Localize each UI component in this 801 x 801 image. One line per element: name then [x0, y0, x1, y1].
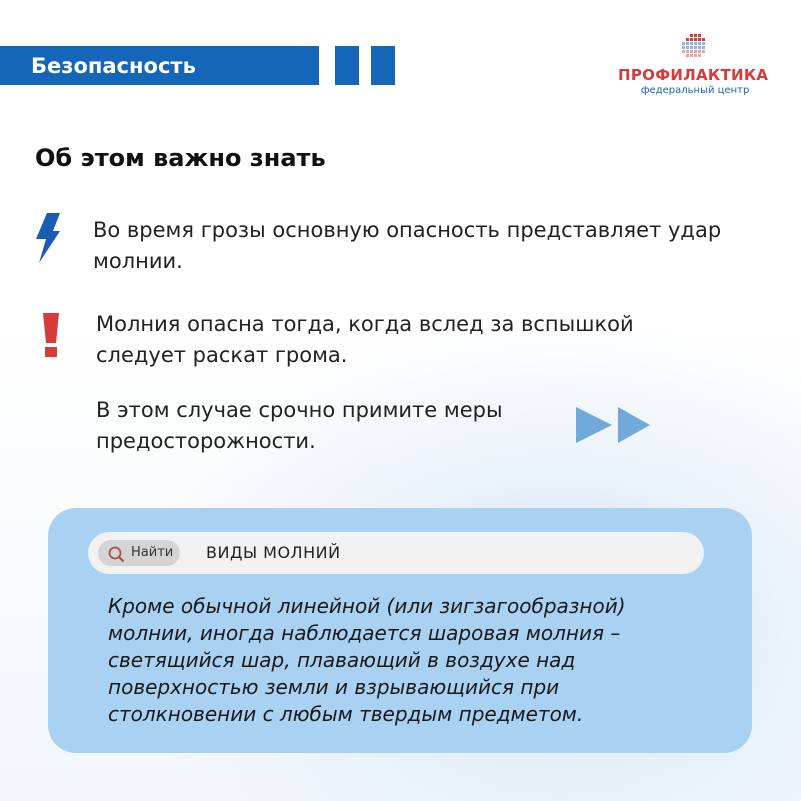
info-text: В этом случае срочно примите меры предосторожности. [96, 398, 503, 453]
info-text: Во время грозы основную опасность представляет удар молнии. [93, 218, 722, 273]
section-label: Безопасность [31, 54, 196, 78]
lightning-icon [33, 213, 63, 263]
page-title: Об этом важно знать [35, 144, 326, 172]
exclamation-icon [41, 313, 61, 357]
search-query[interactable]: ВИДЫ МОЛНИЙ [206, 543, 341, 562]
card-text: Кроме обычной линейной (или зигзагообразной) молнии, иногда наблюдается шаровая молния – светящийся шар, плавающий в воздухе над поверхностью земли и взрывающийся при столкновении с любым твердым предметом. [108, 594, 626, 726]
header-decor-block [371, 46, 395, 85]
logo-grid-icon [676, 34, 710, 62]
search-button[interactable] [98, 540, 180, 566]
logo-name: ПРОФИЛАКТИКА [618, 66, 769, 84]
info-card [48, 508, 752, 753]
search-icon [107, 545, 125, 563]
section-header-bar [0, 46, 319, 85]
logo [618, 34, 768, 98]
double-arrow-icon [576, 405, 652, 445]
search-bar[interactable] [88, 532, 704, 574]
header-decor-block [335, 46, 359, 85]
info-text: Молния опасна тогда, когда вслед за вспышкой следует раскат грома. [96, 312, 634, 367]
search-button-label: Найти [131, 545, 174, 560]
logo-subtitle: федеральный центр [641, 85, 750, 96]
